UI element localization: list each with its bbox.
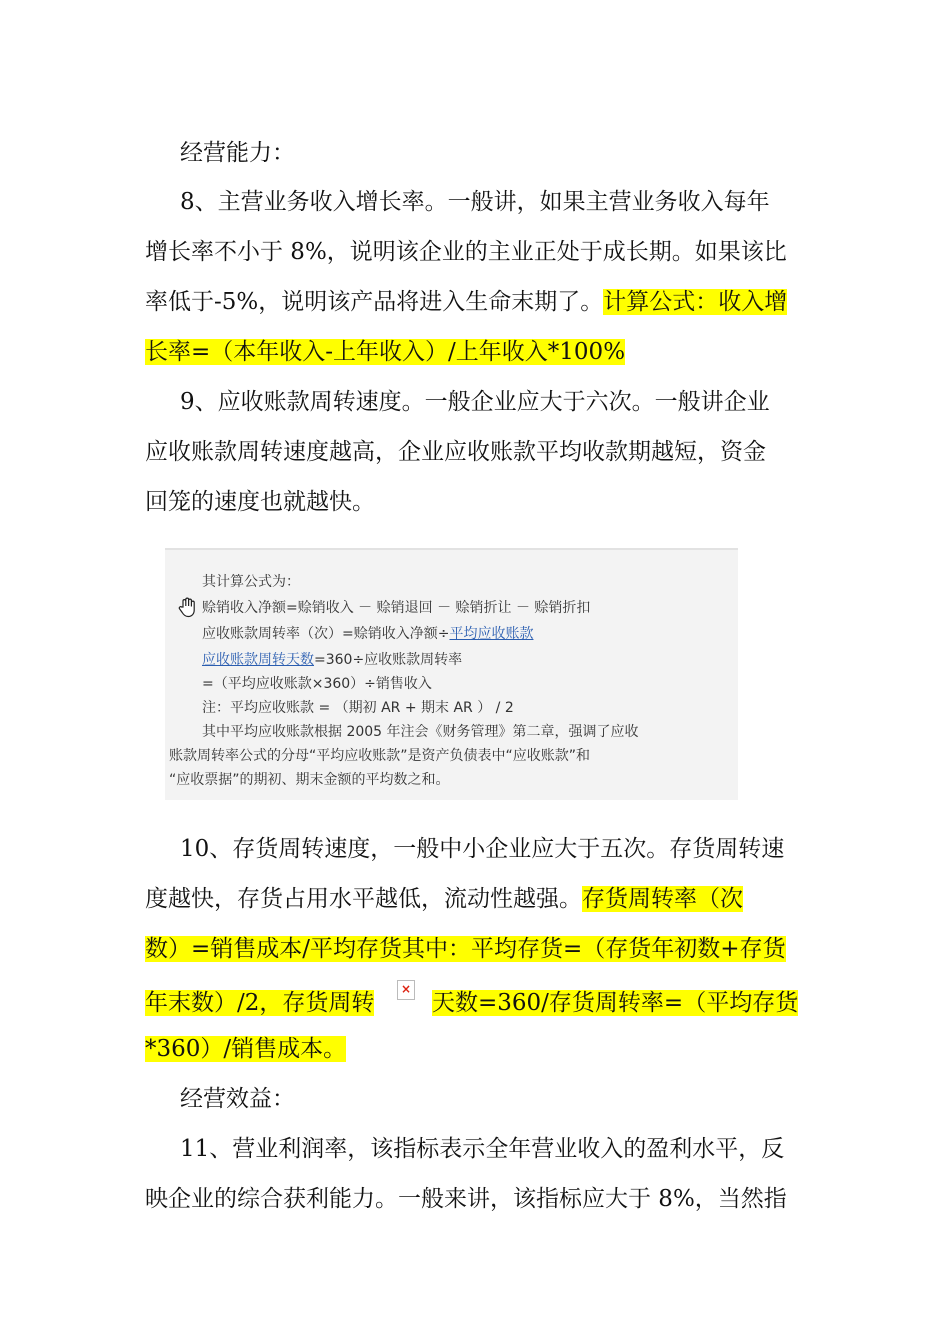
paragraph-10-line-4b	[432, 987, 798, 1019]
section-heading-efficiency: 经营效益：	[180, 1086, 295, 1112]
formula-highlight: 长率=（本年收入-上年收入）/上年收入*100%	[145, 339, 626, 365]
hand-cursor-icon	[177, 596, 199, 618]
paragraph-10-line-3	[145, 933, 786, 965]
formula-line-1: 赊销收入净额=赊销收入 － 赊销退回 － 赊销折让 － 赊销折扣	[202, 600, 591, 616]
paragraph-8-line-4	[145, 336, 625, 368]
paragraph-8-line-3	[145, 286, 787, 318]
formula-note: 注：平均应收账款 = （期初 AR + 期末 AR ） / 2	[202, 700, 514, 716]
paragraph-9-line-1: 9、应收账款周转速度。一般企业应大于六次。一般讲企业	[180, 389, 770, 415]
section-heading-operating: 经营能力：	[180, 140, 295, 166]
formula-highlight: 数）=销售成本/平均存货其中：平均存货=（存货年初数+存货	[145, 936, 786, 962]
formula-line-2	[202, 624, 533, 644]
formula-highlight: *360）/销售成本。	[145, 1036, 347, 1062]
figure-explanation-line-2: 账款周转率公式的分母“平均应收账款”是资产负债表中“应收账款”和	[169, 748, 591, 764]
formula-highlight: 存货周转率（次	[582, 886, 743, 912]
figure-title: 其计算公式为：	[202, 574, 300, 590]
paragraph-10-line-1: 10、存货周转速度，一般中小企业应大于五次。存货周转速	[180, 836, 785, 862]
formula-line-4: =（平均应收账款×360）÷销售收入	[202, 676, 432, 692]
ar-turnover-days-link[interactable]: 应收账款周转天数	[202, 652, 314, 668]
paragraph-11-line-2: 映企业的综合获利能力。一般来讲，该指标应大于 8%，当然指	[145, 1186, 787, 1212]
paragraph-9-line-3: 回笼的速度也就越快。	[145, 489, 375, 515]
paragraph-11-line-1: 11、营业利润率，该指标表示全年营业收入的盈利水平，反	[180, 1136, 785, 1162]
paragraph-9-line-2: 应收账款周转速度越高，企业应收账款平均收款期越短，资金	[145, 439, 766, 465]
formula-highlight: 天数=360/存货周转率=（平均存货	[432, 990, 799, 1016]
paragraph-10-line-2	[145, 883, 743, 915]
formula-line-3	[202, 650, 462, 670]
paragraph-10-text: 度越快，存货占用水平越低，流动性越强。	[145, 886, 582, 912]
formula-screenshot	[165, 548, 738, 800]
broken-image-icon: ×	[397, 980, 415, 1000]
paragraph-10-line-5	[145, 1033, 346, 1065]
figure-explanation-line-3: “应收票据”的期初、期末金额的平均数之和。	[169, 772, 450, 788]
paragraph-8-line-2: 增长率不小于 8%，说明该企业的主业正处于成长期。如果该比	[145, 239, 787, 265]
paragraph-10-line-4a	[145, 987, 374, 1019]
formula-highlight: 计算公式：收入增	[603, 289, 788, 315]
formula-text: 应收账款周转率（次）=赊销收入净额÷	[202, 626, 450, 642]
paragraph-8-text: 率低于-5%，说明该产品将进入生命末期了。	[145, 289, 604, 315]
figure-explanation-line-1: 其中平均应收账款根据 2005 年注会《财务管理》第二章，强调了应收	[202, 724, 639, 740]
formula-highlight: 年末数）/2，存货周转	[145, 990, 375, 1016]
average-ar-link[interactable]: 平均应收账款	[449, 626, 534, 642]
paragraph-8-line-1: 8、主营业务收入增长率。一般讲，如果主营业务收入每年	[180, 189, 770, 215]
formula-text: =360÷应收账款周转率	[314, 652, 463, 668]
